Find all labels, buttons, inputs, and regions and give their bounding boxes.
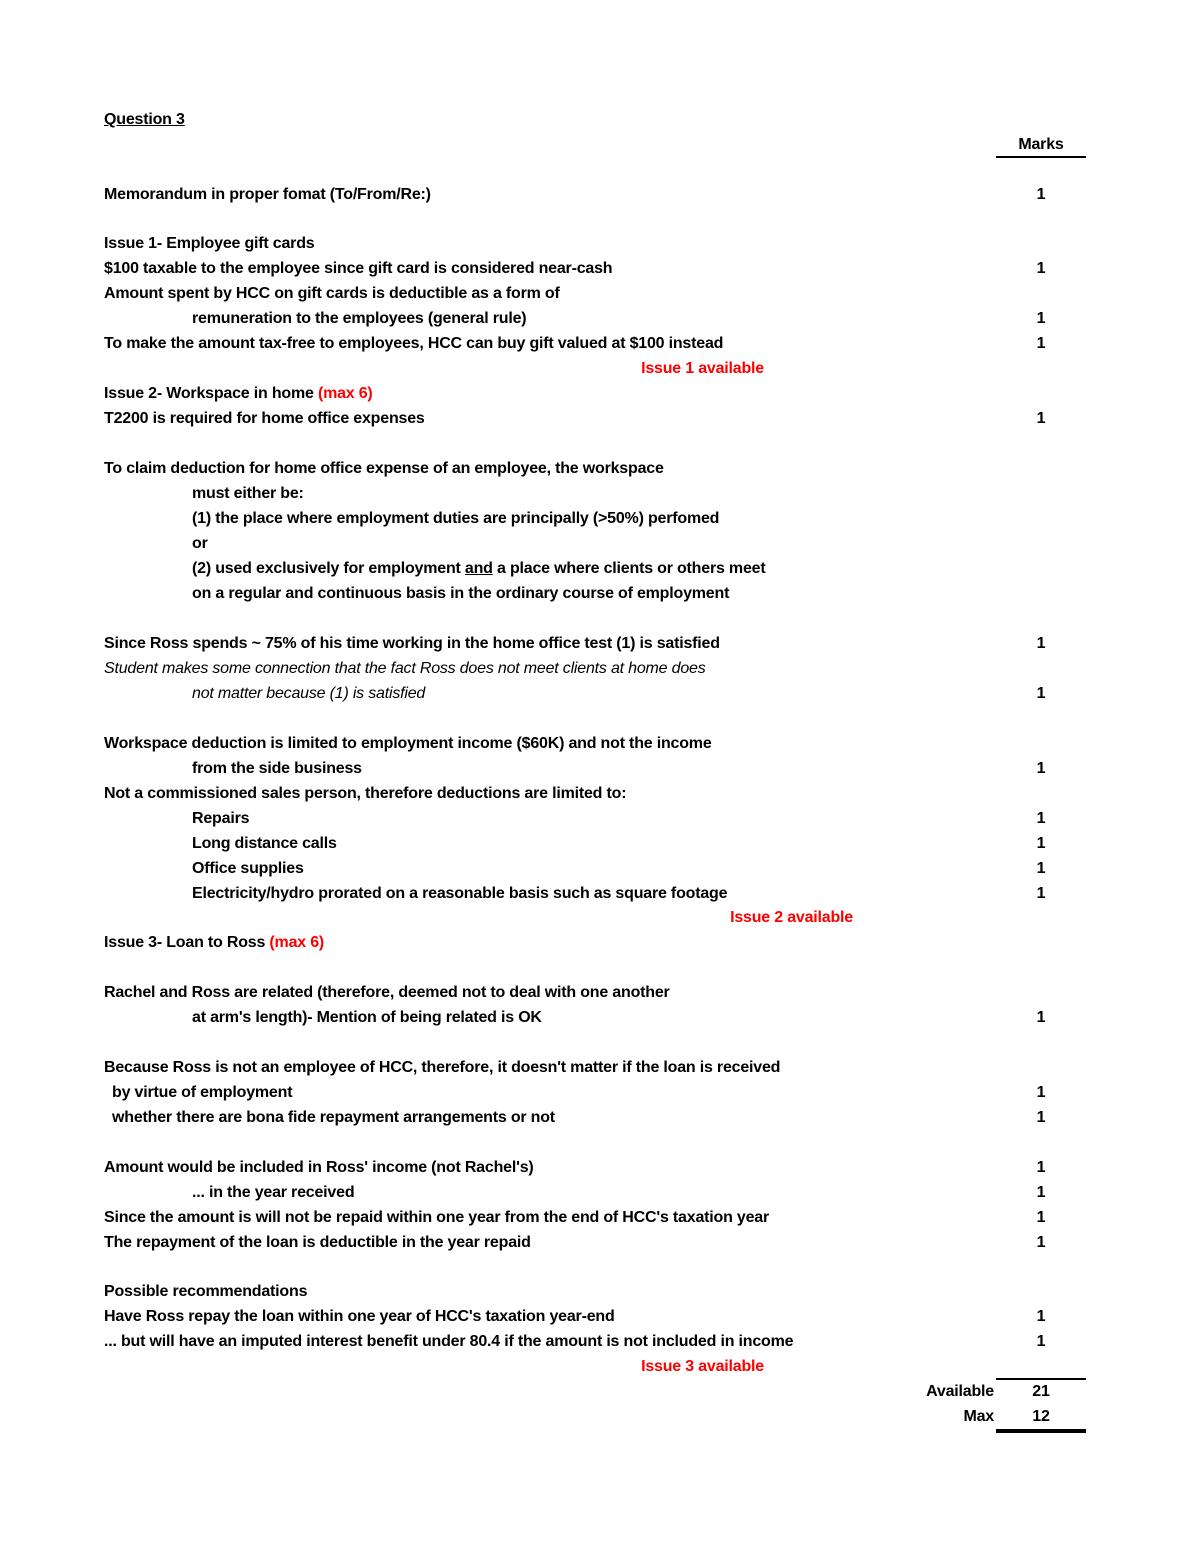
issue3-related2-row	[0, 1005, 1200, 1030]
memo-text: Memorandum in proper fomat (To/From/Re:)	[104, 186, 431, 203]
issue2-student1: Student makes some connection that the fact Ross does not meet clients at home does	[104, 660, 706, 677]
issue2-electricity-row	[0, 881, 1200, 906]
issue1-line3-text: remuneration to the employees (general rule)	[192, 310, 527, 327]
issue2-claim5-pre: (2) used exclusively for employment	[192, 560, 465, 577]
issue1-heading: Issue 1- Employee gift cards	[104, 235, 315, 252]
issue2-supplies-mark: 1	[1036, 860, 1046, 877]
issue1-available-row	[0, 356, 1200, 381]
issue3-included-mark: 1	[1036, 1159, 1046, 1176]
issue2-ross1-mark: 1	[1036, 635, 1046, 652]
issue3-related1-row	[0, 980, 1200, 1005]
issue3-since-row	[0, 1205, 1200, 1230]
issue2-student2-row	[0, 681, 1200, 706]
issue2-student2-text: not matter because (1) is satisfied	[192, 685, 426, 702]
issue2-claim5-row	[0, 556, 1200, 581]
available-value: 21	[1032, 1383, 1050, 1400]
issue3-year-text: ... in the year received	[192, 1184, 355, 1201]
issue3-repayment-text: The repayment of the loan is deductible in the year repaid	[104, 1234, 531, 1251]
issue1-line4-mark: 1	[1036, 335, 1046, 352]
issue2-claim2-row	[0, 481, 1200, 506]
issue2-claim4: or	[192, 535, 208, 552]
max-bottom-rule	[996, 1429, 1086, 1433]
marks-header: Marks	[1018, 136, 1064, 153]
issue2-limit2-mark: 1	[1036, 760, 1046, 777]
issue2-supplies-text: Office supplies	[192, 860, 304, 877]
issue2-available-row	[0, 905, 1200, 930]
issue3-related1: Rachel and Ross are related (therefore, deemed not to deal with one another	[104, 984, 670, 1001]
issue3-since-text: Since the amount is will not be repaid within one year from the end of HCC's taxation year	[104, 1209, 770, 1226]
issue1-line2-text: Amount spent by HCC on gift cards is deductible as a form of	[104, 285, 560, 302]
issue3-year-mark: 1	[1036, 1184, 1046, 1201]
issue3-repayment-row	[0, 1230, 1200, 1255]
issue3-since-mark: 1	[1036, 1209, 1046, 1226]
issue3-rec2-text: ... but will have an imputed interest benefit under 80.4 if the amount is not included in income	[104, 1333, 794, 1350]
issue3-heading-row	[0, 930, 1200, 955]
issue2-notcomm: Not a commissioned sales person, therefore deductions are limited to:	[104, 785, 627, 802]
issue2-supplies-row	[0, 856, 1200, 881]
issue2-claim4-row	[0, 531, 1200, 556]
issue2-ross1-text: Since Ross spends ~ 75% of his time working in the home office test (1) is satisfied	[104, 635, 720, 652]
issue3-bonafide-mark: 1	[1036, 1109, 1046, 1126]
issue1-line4-row	[0, 331, 1200, 356]
issue3-max: (max 6)	[269, 934, 325, 951]
issue2-t2200-mark: 1	[1036, 410, 1046, 427]
issue3-repayment-mark: 1	[1036, 1234, 1046, 1251]
issue3-bonafide-row	[0, 1105, 1200, 1130]
issue3-related2-text: at arm's length)- Mention of being related is OK	[192, 1009, 542, 1026]
max-value: 12	[1032, 1408, 1050, 1425]
issue2-limit1: Workspace deduction is limited to employment income ($60K) and not the income	[104, 735, 712, 752]
issue1-heading-row	[0, 231, 1200, 256]
issue2-heading-text: Issue 2- Workspace in home	[104, 385, 318, 402]
issue2-limit2-row	[0, 756, 1200, 781]
max-row	[0, 1404, 1200, 1429]
issue1-line4-text: To make the amount tax-free to employees, HCC can buy gift valued at $100 instead	[104, 335, 724, 352]
issue3-because: Because Ross is not an employee of HCC, therefore, it doesn't matter if the loan is received	[104, 1059, 781, 1076]
issue2-electricity-mark: 1	[1036, 885, 1046, 902]
issue1-line3-row	[0, 306, 1200, 331]
available-label: Available	[926, 1383, 994, 1400]
issue2-ross1-row	[0, 631, 1200, 656]
memo-row	[0, 182, 1200, 207]
issue2-repairs-row	[0, 806, 1200, 831]
issue1-line1-row	[0, 256, 1200, 281]
issue3-recs-row	[0, 1279, 1200, 1304]
issue2-limit2-text: from the side business	[192, 760, 362, 777]
available-row	[0, 1379, 1200, 1404]
marks-header-row	[0, 132, 1200, 157]
issue1-line1-mark: 1	[1036, 260, 1046, 277]
issue2-claim3: (1) the place where employment duties are principally (>50%) perfomed	[192, 510, 720, 527]
issue3-recs: Possible recommendations	[104, 1283, 308, 1300]
issue1-line1-text: $100 taxable to the employee since gift card is considered near-cash	[104, 260, 613, 277]
marks-header-rule	[996, 156, 1086, 158]
issue1-available: Issue 1 available	[641, 360, 764, 377]
issue2-claim5	[192, 556, 765, 581]
issue2-claim6-row	[0, 581, 1200, 606]
issue2-claim3-row	[0, 506, 1200, 531]
issue2-calls-mark: 1	[1036, 835, 1046, 852]
issue3-included-text: Amount would be included in Ross' income (not Rachel's)	[104, 1159, 534, 1176]
issue3-rec2-mark: 1	[1036, 1333, 1046, 1350]
issue3-heading-text: Issue 3- Loan to Ross	[104, 934, 270, 951]
issue3-year-row	[0, 1180, 1200, 1205]
issue3-rec1-row	[0, 1304, 1200, 1329]
max-label: Max	[963, 1408, 994, 1425]
issue3-included-row	[0, 1155, 1200, 1180]
issue3-available-row	[0, 1354, 1200, 1379]
issue3-bonafide-text: whether there are bona fide repayment arrangements or not	[112, 1109, 555, 1126]
issue2-claim6: on a regular and continuous basis in the ordinary course of employment	[192, 585, 730, 602]
issue2-repairs-mark: 1	[1036, 810, 1046, 827]
issue2-available: Issue 2 available	[730, 909, 853, 926]
memo-mark: 1	[1036, 186, 1046, 203]
issue3-because-row	[0, 1055, 1200, 1080]
issue3-available: Issue 3 available	[641, 1358, 764, 1375]
issue2-electricity-text: Electricity/hydro prorated on a reasonable basis such as square footage	[192, 885, 728, 902]
issue2-calls-row	[0, 831, 1200, 856]
issue3-heading	[104, 930, 324, 955]
issue3-virtue-text: by virtue of employment	[112, 1084, 293, 1101]
issue2-heading-row	[0, 381, 1200, 406]
issue1-line2-row	[0, 281, 1200, 306]
issue3-related2-mark: 1	[1036, 1009, 1046, 1026]
issue3-rec2-row	[0, 1329, 1200, 1354]
issue2-heading	[104, 381, 373, 406]
issue2-max: (max 6)	[317, 385, 373, 402]
issue2-claim1: To claim deduction for home office expense of an employee, the workspace	[104, 460, 664, 477]
issue2-repairs-text: Repairs	[192, 810, 250, 827]
issue2-notcomm-row	[0, 781, 1200, 806]
issue3-virtue-row	[0, 1080, 1200, 1105]
issue3-virtue-mark: 1	[1036, 1084, 1046, 1101]
issue2-claim1-row	[0, 456, 1200, 481]
issue3-rec1-mark: 1	[1036, 1308, 1046, 1325]
issue2-claim2: must either be:	[192, 485, 304, 502]
issue2-limit1-row	[0, 731, 1200, 756]
issue2-claim5-and: and	[464, 560, 493, 577]
issue2-t2200-row	[0, 406, 1200, 431]
issue3-rec1-text: Have Ross repay the loan within one year of HCC's taxation year-end	[104, 1308, 615, 1325]
issue2-calls-text: Long distance calls	[192, 835, 337, 852]
issue1-line3-mark: 1	[1036, 310, 1046, 327]
issue2-student1-row	[0, 656, 1200, 681]
question-title: Question 3	[104, 111, 185, 128]
issue2-student2-mark: 1	[1036, 685, 1046, 702]
issue2-claim5-post: a place where clients or others meet	[492, 560, 766, 577]
question-title-row	[0, 107, 1200, 132]
issue2-t2200-text: T2200 is required for home office expenses	[104, 410, 425, 427]
